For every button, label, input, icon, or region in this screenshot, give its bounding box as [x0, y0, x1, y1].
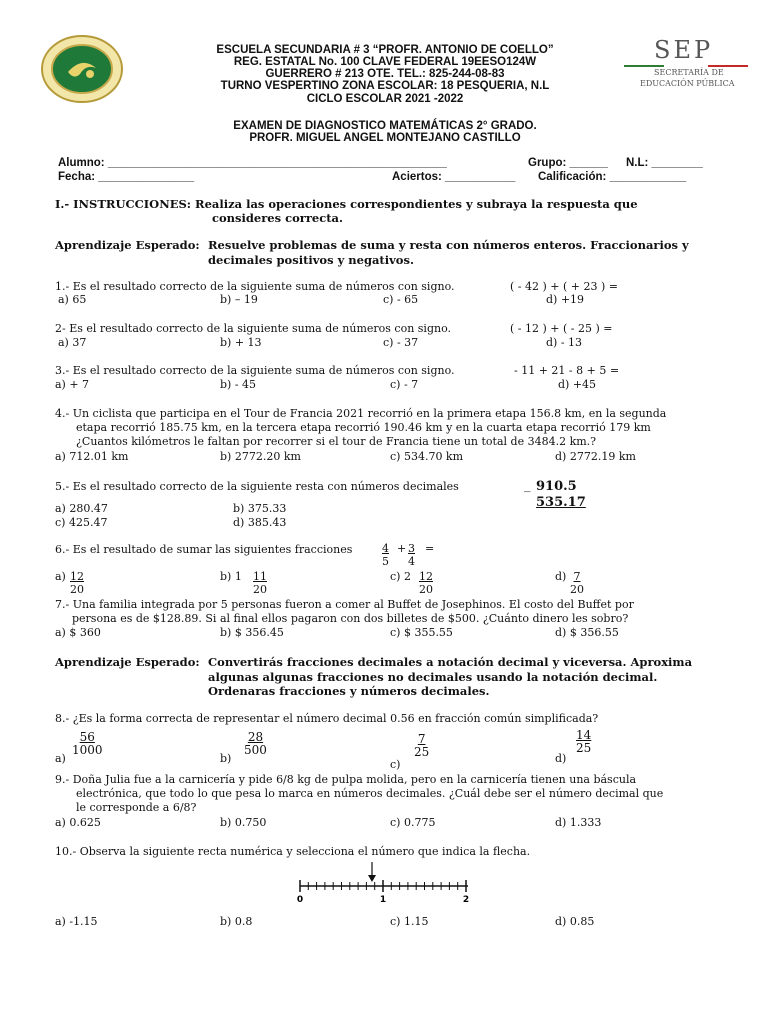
q5-option-b[interactable]: b) 375.33	[233, 502, 287, 515]
q6-f2-numerator: 3	[408, 542, 415, 555]
q10-option-c[interactable]: c) 1.15	[390, 915, 429, 928]
q3-option-c[interactable]: c) - 7	[390, 378, 419, 391]
q6-equals: =	[425, 542, 435, 555]
sep-line1: SECRETARÍA DE	[654, 68, 724, 77]
q10-option-d[interactable]: d) 0.85	[555, 915, 595, 928]
q4-line2: etapa recorrió 185.75 km, en la tercera etapa recorrió 190.46 km y en la cuarta etapa recorrió 179 km	[76, 421, 651, 434]
q6-fraction-2	[408, 542, 415, 568]
q4-option-c[interactable]: c) 534.70 km	[390, 450, 464, 463]
aciertos-field[interactable]: Aciertos: ___________	[392, 171, 516, 183]
q6-b-numerator: 11	[253, 570, 267, 583]
aprendizaje2-line3: Ordenaras fracciones y números decimales.	[208, 684, 490, 698]
q6-plus: +	[397, 542, 407, 555]
q1-expr: ( - 42 ) + ( + 23 ) =	[510, 280, 618, 293]
q8-option-c-fraction[interactable]	[414, 733, 429, 759]
q9-option-d[interactable]: d) 1.333	[555, 816, 602, 829]
q7-option-c[interactable]: c) $ 355.55	[390, 626, 453, 639]
q7-option-d[interactable]: d) $ 356.55	[555, 626, 619, 639]
q10-option-b[interactable]: b) 0.8	[220, 915, 253, 928]
sep-brand: SEP	[654, 36, 714, 64]
aprendizaje2-line2: algunas algunas fracciones no decimales usando la notación decimal.	[208, 670, 658, 684]
q1-option-a[interactable]: a) 65	[58, 293, 87, 306]
fecha-field[interactable]: Fecha: _______________	[58, 171, 195, 183]
q6-option-c[interactable]: c) 2	[390, 570, 411, 583]
q8-option-c[interactable]: c)	[390, 758, 401, 771]
q1-option-b[interactable]: b) – 19	[220, 293, 258, 306]
q9-line3: le corresponde a 6/8?	[76, 801, 197, 814]
q7-line1: 7.- Una familia integrada por 5 personas fueron a comer al Buffet de Josephinos. El costo del Buffet por	[55, 598, 634, 611]
q4-option-d[interactable]: d) 2772.19 km	[555, 450, 636, 463]
q8-b-denominator: 500	[244, 743, 267, 757]
header-line4: TURNO VESPERTINO ZONA ESCOLAR: 18 PESQUERIA, N.L	[220, 80, 550, 92]
q4-line3: ¿Cuantos kilómetros le faltan por recorrer si el tour de Francia tiene un total de 3484.2 km.?	[76, 435, 597, 448]
q2-option-d[interactable]: d) - 13	[546, 336, 583, 349]
q6-c-denominator: 20	[419, 583, 433, 596]
tick-label-2: 2	[462, 895, 470, 905]
header-line3: GUERRERO # 213 OTE. TEL.: 825-244-08-83	[265, 68, 505, 80]
down-arrow-icon	[368, 875, 376, 882]
q5-option-c[interactable]: c) 425.47	[55, 516, 108, 529]
q2-option-b[interactable]: b) + 13	[220, 336, 262, 349]
q8-a-denominator: 1000	[72, 743, 103, 757]
q8-a-numerator: 56	[79, 730, 95, 744]
q8-option-d-fraction[interactable]	[576, 729, 591, 755]
instructions-line2: consideres correcta.	[212, 211, 343, 225]
q9-line2: electrónica, que todo lo que pesa lo marca en números decimales. ¿Cuál debe ser el número decimal que	[76, 787, 664, 800]
q2-option-a[interactable]: a) 37	[58, 336, 87, 349]
q3-text: 3.- Es el resultado correcto de la siguiente suma de números con signo.	[55, 364, 455, 377]
q7-option-b[interactable]: b) $ 356.45	[220, 626, 284, 639]
q8-c-denominator: 25	[414, 745, 430, 759]
q6-b-denominator: 20	[253, 583, 267, 596]
tick-label-1: 1	[379, 895, 387, 905]
calificacion-field[interactable]: Calificación: ____________	[538, 171, 687, 183]
q3-expr: - 11 + 21 - 8 + 5 =	[514, 364, 620, 377]
q6-f1-denominator: 5	[382, 555, 389, 568]
q8-text: 8.- ¿Es la forma correcta de representar el número decimal 0.56 en fracción común simplificada?	[55, 712, 599, 725]
nl-field[interactable]: N.L: ________	[626, 157, 703, 169]
aprendizaje1-label: Aprendizaje Esperado:	[55, 238, 200, 252]
q9-option-c[interactable]: c) 0.775	[390, 816, 436, 829]
sep-line2: EDUCACIÓN PÚBLICA	[640, 79, 735, 88]
teacher-name: PROFR. MIGUEL ANGEL MONTEJANO CASTILLO	[249, 132, 521, 144]
q8-option-d[interactable]: d)	[555, 752, 567, 765]
q8-d-denominator: 25	[576, 741, 592, 755]
q6-option-b-fraction[interactable]	[253, 570, 267, 596]
tick-label-0: 0	[296, 895, 304, 905]
q2-text: 2- Es el resultado correcto de la siguiente suma de números con signo.	[55, 322, 451, 335]
aprendizaje1-line1: Resuelve problemas de suma y resta con números enteros. Fraccionarios y	[208, 238, 689, 252]
q8-option-b-fraction[interactable]	[244, 731, 267, 757]
q6-option-b[interactable]: b) 1	[220, 570, 242, 583]
q6-text: 6.- Es el resultado de sumar las siguientes fracciones	[55, 543, 353, 556]
q9-line1: 9.- Doña Julia fue a la carnicería y pide 6/8 kg de pulpa molida, pero en la carnicería tienen una báscula	[55, 773, 637, 786]
header-line5: CICLO ESCOLAR 2021 -2022	[306, 93, 464, 105]
q9-option-a[interactable]: a) 0.625	[55, 816, 101, 829]
grupo-field[interactable]: Grupo: ______	[528, 157, 608, 169]
q8-c-numerator: 7	[417, 732, 426, 746]
q6-d-denominator: 20	[570, 583, 584, 596]
q3-option-b[interactable]: b) - 45	[220, 378, 257, 391]
q5-text: 5.- Es el resultado correcto de la siguiente resta con números decimales	[55, 480, 459, 493]
instructions-line1: I.- INSTRUCCIONES: Realiza las operaciones correspondientes y subraya la respuesta que	[55, 197, 638, 211]
q2-option-c[interactable]: c) - 37	[383, 336, 419, 349]
q4-option-a[interactable]: a) 712.01 km	[55, 450, 129, 463]
q1-option-d[interactable]: d) +19	[546, 293, 585, 306]
aprendizaje2-line1: Convertirás fracciones decimales a notación decimal y viceversa. Aproxima	[208, 655, 693, 669]
aprendizaje2-label: Aprendizaje Esperado:	[55, 655, 200, 669]
exam-title: EXAMEN DE DIAGNOSTICO MATEMÁTICAS 2° GRADO.	[233, 120, 537, 132]
q6-a-denominator: 20	[70, 583, 84, 596]
school-seal-logo	[40, 34, 124, 104]
q9-option-b[interactable]: b) 0.750	[220, 816, 267, 829]
q8-d-numerator: 14	[576, 728, 592, 742]
q10-text: 10.- Observa la siguiente recta numérica y selecciona el número que indica la flecha.	[55, 845, 531, 858]
q6-option-c-fraction[interactable]	[419, 570, 433, 596]
q1-text: 1.- Es el resultado correcto de la siguiente suma de números con signo.	[55, 280, 455, 293]
q1-option-c[interactable]: c) - 65	[383, 293, 419, 306]
q5-minuend: 910.5	[536, 479, 577, 494]
q6-f2-denominator: 4	[408, 555, 415, 568]
q4-option-b[interactable]: b) 2772.20 km	[220, 450, 301, 463]
q4-line1: 4.- Un ciclista que participa en el Tour de Francia 2021 recorrió en la primera etapa 156.8 km, en la segunda	[55, 407, 667, 420]
q7-line2: persona es de $128.89. Si al final ellos pagaron con dos billetes de $500. ¿Cuánto dinero les sobro?	[72, 612, 629, 625]
q6-option-d[interactable]: d)	[555, 570, 567, 583]
q6-f1-numerator: 4	[382, 542, 389, 555]
q8-option-a[interactable]: a)	[55, 752, 66, 765]
header-line1: ESCUELA SECUNDARIA # 3 “PROFR. ANTONIO DE COELLO”	[216, 44, 554, 56]
number-line	[294, 860, 478, 906]
q2-expr: ( - 12 ) + ( - 25 ) =	[510, 322, 613, 335]
q3-option-d[interactable]: d) +45	[558, 378, 597, 391]
q6-c-numerator: 12	[419, 570, 433, 583]
q6-option-a[interactable]: a)	[55, 570, 66, 583]
q5-option-a[interactable]: a) 280.47	[55, 502, 108, 515]
q8-option-a-fraction[interactable]	[72, 731, 103, 757]
q5-option-d[interactable]: d) 385.43	[233, 516, 287, 529]
q6-a-numerator: 12	[70, 570, 84, 583]
q6-fraction-1	[382, 542, 389, 568]
q8-option-b[interactable]: b)	[220, 752, 232, 765]
header-line2: REG. ESTATAL No. 100 CLAVE FEDERAL 19EESO124W	[233, 56, 537, 68]
sep-logo	[624, 36, 748, 94]
alumno-field[interactable]: Alumno: _____________________________________________________	[58, 157, 447, 169]
q7-option-a[interactable]: a) $ 360	[55, 626, 101, 639]
q6-option-a-fraction[interactable]	[70, 570, 84, 596]
q8-b-numerator: 28	[247, 730, 264, 744]
q5-minus-sign: _	[524, 478, 531, 493]
q6-option-d-fraction[interactable]	[570, 570, 584, 596]
q3-option-a[interactable]: a) + 7	[55, 378, 90, 391]
q10-option-a[interactable]: a) -1.15	[55, 915, 98, 928]
q5-subtrahend: 535.17	[536, 495, 586, 510]
aprendizaje1-line2: decimales positivos y negativos.	[208, 253, 414, 267]
q6-d-numerator: 7	[573, 570, 581, 583]
